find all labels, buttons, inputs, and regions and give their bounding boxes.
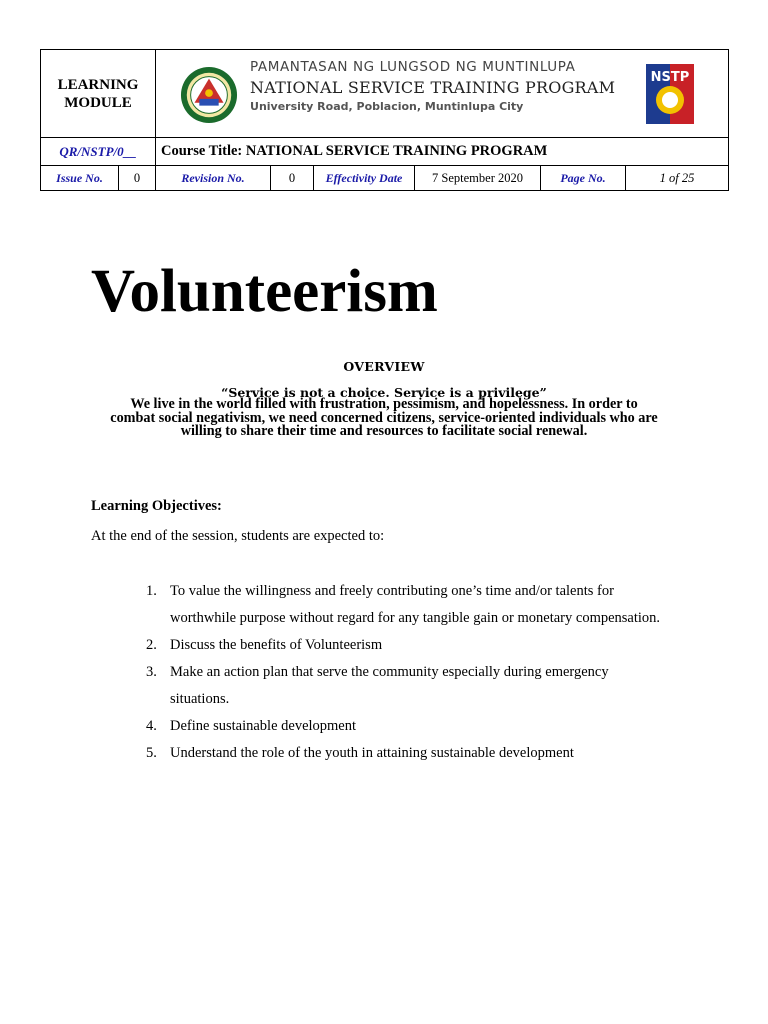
issue-label: Issue No. — [41, 166, 119, 191]
university-name: PAMANTASAN NG LUNGSOD NG MUNTINLUPA — [250, 59, 576, 75]
objective-text: Make an action plan that serve the community especially during emergency situations. — [170, 664, 609, 707]
list-item — [146, 740, 666, 767]
document-header — [40, 49, 729, 191]
objectives-heading: Learning Objectives: — [91, 498, 222, 514]
objective-number: 3. — [146, 664, 157, 680]
nstp-logo — [646, 64, 694, 124]
overview-paragraph: We live in the world filled with frustration, pessimism, and hopelessness. In order to combat social negativism, we need concerned citizens, service-oriented individuals who are willing to share their time and resources to facilitate social renewal. — [110, 396, 658, 439]
nstp-logo-text: NSTP — [650, 70, 690, 85]
revision-value: 0 — [271, 166, 314, 191]
objective-text: To value the willingness and freely contributing one’s time and/or talents for worthwhile purpose without regard for any tangible gain or monetary compensation. — [170, 583, 661, 626]
header-banner — [156, 50, 729, 138]
objective-text: Define sustainable development — [170, 718, 357, 734]
objective-number: 1. — [146, 583, 157, 599]
university-address: University Road, Poblacion, Muntinlupa City — [250, 100, 524, 113]
list-item — [146, 713, 666, 740]
overview-heading: OVERVIEW — [343, 359, 425, 374]
objective-text: Understand the role of the youth in attaining sustainable development — [170, 745, 574, 761]
learning-module-label — [41, 50, 156, 138]
university-seal-logo — [180, 66, 238, 124]
effectivity-value: 7 September 2020 — [415, 166, 541, 191]
list-item — [146, 578, 666, 632]
list-item — [146, 632, 666, 659]
objectives-list — [146, 578, 666, 767]
list-item — [146, 659, 666, 713]
objective-number: 2. — [146, 637, 157, 653]
revision-label: Revision No. — [156, 166, 271, 191]
module-label-line2: MODULE — [64, 94, 132, 111]
issue-value: 0 — [119, 166, 156, 191]
course-title: Course Title: NATIONAL SERVICE TRAINING PROGRAM — [156, 138, 729, 166]
overview-quote: “Service is not a choice. Service is a privilege” — [221, 385, 547, 400]
program-name: NATIONAL SERVICE TRAINING PROGRAM — [250, 78, 616, 97]
document-title: Volunteerism — [91, 258, 438, 325]
module-label-line1: LEARNING — [57, 76, 139, 93]
objective-number: 5. — [146, 745, 157, 761]
page-label: Page No. — [541, 166, 626, 191]
objective-text: Discuss the benefits of Volunteerism — [170, 637, 383, 653]
document-code: QR/NSTP/0__ — [41, 138, 156, 166]
effectivity-label: Effectivity Date — [314, 166, 415, 191]
objectives-intro: At the end of the session, students are expected to: — [91, 528, 385, 544]
objective-number: 4. — [146, 718, 157, 734]
page-value: 1 of 25 — [626, 166, 729, 191]
